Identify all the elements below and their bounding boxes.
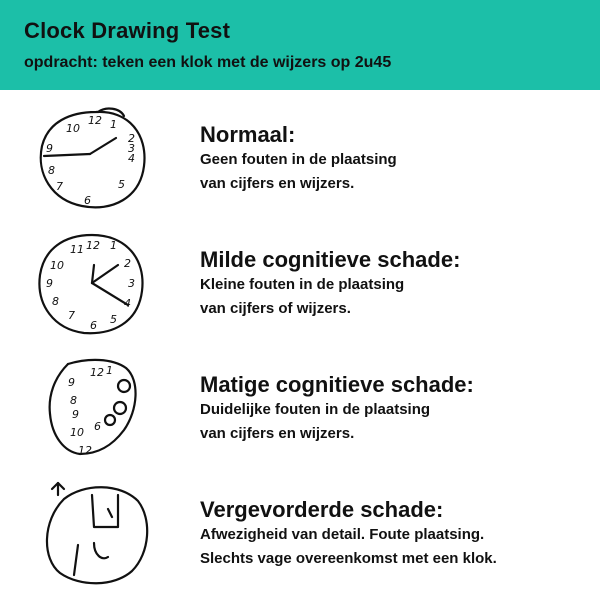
level-normal	[0, 100, 600, 220]
svg-text:8: 8	[52, 295, 59, 308]
level-heading: Vergevorderde schade:	[200, 497, 444, 522]
svg-text:5: 5	[110, 313, 117, 326]
svg-text:9: 9	[72, 408, 79, 421]
moderate-clock-drawing-icon	[28, 350, 158, 470]
level-moderate-text	[200, 372, 590, 446]
svg-text:1: 1	[106, 364, 113, 377]
level-mild-text	[200, 247, 590, 321]
level-description-line: Slechts vage overeenkomst met een klok.	[200, 550, 497, 567]
level-severe	[0, 475, 600, 595]
svg-text:9: 9	[68, 376, 75, 389]
svg-text:6: 6	[84, 194, 91, 207]
level-normal-text	[200, 122, 590, 196]
level-description-line: Duidelijke fouten in de plaatsing	[200, 401, 431, 418]
svg-text:12: 12	[90, 366, 104, 379]
svg-text:3: 3	[128, 142, 135, 155]
level-description-line: van cijfers en wijzers.	[200, 175, 355, 192]
svg-text:6: 6	[90, 319, 97, 332]
svg-text:4: 4	[124, 297, 131, 310]
level-heading: Milde cognitieve schade:	[200, 247, 461, 272]
level-description-line: Geen fouten in de plaatsing	[200, 151, 397, 168]
level-mild	[0, 225, 600, 345]
svg-text:10: 10	[50, 259, 64, 272]
svg-text:10: 10	[66, 122, 80, 135]
svg-text:5: 5	[118, 178, 125, 191]
svg-text:4: 4	[128, 152, 135, 165]
svg-text:7: 7	[56, 180, 63, 193]
svg-text:12: 12	[86, 239, 100, 252]
level-description-line: Afwezigheid van detail. Foute plaatsing.	[200, 526, 485, 543]
svg-text:1: 1	[110, 239, 117, 252]
svg-text:10: 10	[70, 426, 84, 439]
svg-text:2: 2	[124, 257, 131, 270]
svg-text:12: 12	[78, 444, 92, 457]
svg-text:3: 3	[128, 277, 135, 290]
level-heading: Matige cognitieve schade:	[200, 372, 474, 397]
normal-clock-drawing-icon	[28, 100, 158, 220]
level-description-line: van cijfers en wijzers.	[200, 425, 355, 442]
mild-clock-drawing-icon	[28, 225, 158, 345]
level-moderate	[0, 350, 600, 470]
level-severe-text	[200, 497, 590, 571]
level-description-line: Kleine fouten in de plaatsing	[200, 276, 405, 293]
header-banner	[0, 0, 600, 90]
svg-text:9: 9	[46, 142, 53, 155]
svg-text:2: 2	[128, 132, 135, 145]
svg-text:12: 12	[88, 114, 102, 127]
svg-text:7: 7	[68, 309, 75, 322]
svg-text:8: 8	[48, 164, 55, 177]
svg-text:1: 1	[110, 118, 117, 131]
svg-text:8: 8	[70, 394, 77, 407]
page-title: Clock Drawing Test	[24, 18, 231, 43]
svg-text:9: 9	[46, 277, 53, 290]
page-subtitle: opdracht: teken een klok met de wijzers op 2u45	[24, 54, 392, 71]
svg-text:11: 11	[70, 243, 84, 256]
level-description-line: van cijfers of wijzers.	[200, 300, 351, 317]
severe-clock-drawing-icon	[28, 475, 158, 595]
level-heading: Normaal:	[200, 122, 296, 147]
svg-text:6: 6	[94, 420, 101, 433]
